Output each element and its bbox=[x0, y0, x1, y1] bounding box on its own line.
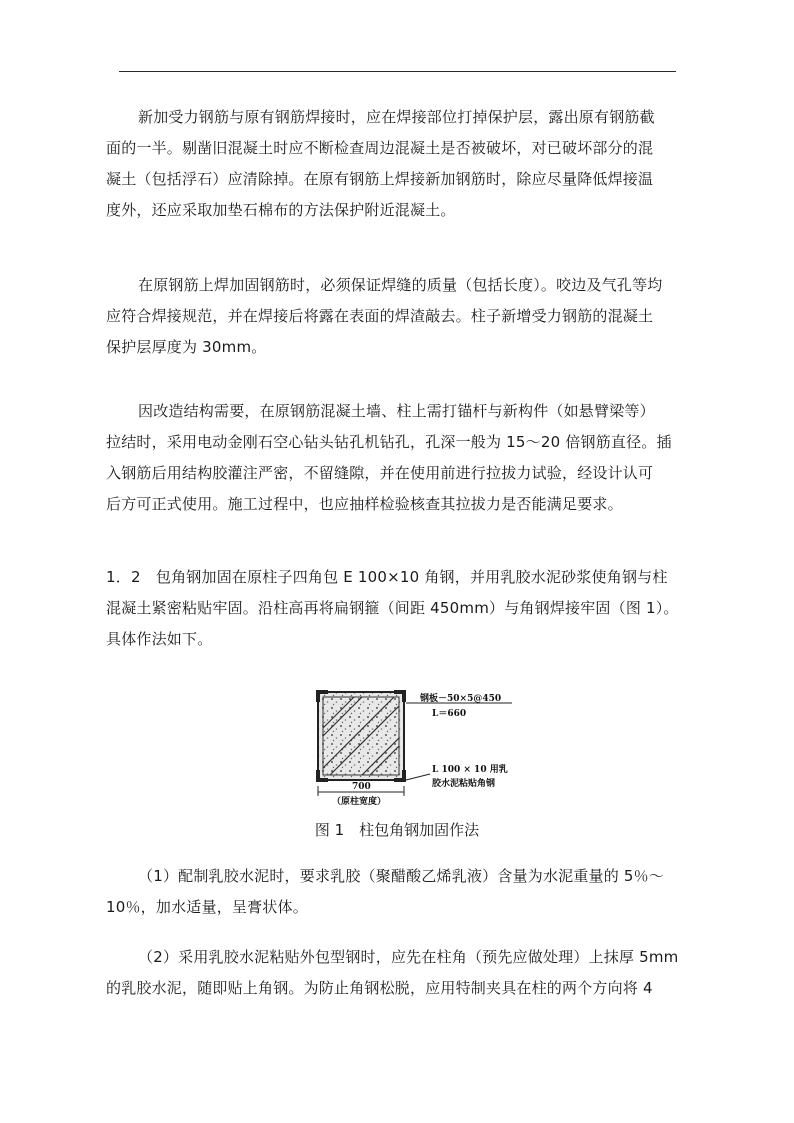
paragraph-section-1-2 bbox=[106, 562, 690, 655]
header-rule bbox=[119, 71, 676, 72]
text-line: 面的一半。剔凿旧混凝土时应不断检查周边混凝土是否被破坏，对已破坏部分的混 bbox=[106, 139, 654, 157]
label-steel-plate: 钢板－50×5@450 bbox=[420, 694, 502, 704]
text-line: 具体作法如下。 bbox=[106, 630, 213, 648]
label-plate-length: L＝660 bbox=[432, 709, 467, 719]
text-line: 因改造结构需要，在原钢筋混凝土墙、柱上需打锚杆与新构件（如悬臂梁等） bbox=[138, 402, 655, 420]
text-line: （1）配制乳胶水泥时，要求乳胶（聚醋酸乙烯乳液）含量为水泥重量的 5％～ bbox=[138, 867, 665, 885]
text-line: 保护层厚度为 30mm。 bbox=[106, 338, 267, 356]
paragraph-weld-quality bbox=[106, 270, 690, 363]
text-line: 凝土（包括浮石）应清除掉。在原有钢筋上焊接新加钢筋时，除应尽量降低焊接温 bbox=[106, 170, 654, 188]
paragraph-step-1 bbox=[106, 861, 690, 923]
paragraph-rebar-welding bbox=[106, 102, 690, 226]
text-line: 1．2 包角钢加固在原柱子四角包 E 100×10 角钢，并用乳胶水泥砂浆使角钢与柱 bbox=[106, 568, 668, 586]
text-line: 的乳胶水泥，随即贴上角钢。为防止角钢松脱，应用特制夹具在柱的两个方向将 4 bbox=[106, 979, 653, 997]
column-section-diagram bbox=[312, 688, 522, 806]
text-line: 混凝土紧密粘贴牢固。沿柱高再将扁钢箍（间距 450mm）与角钢焊接牢固（图 1）。 bbox=[106, 599, 679, 617]
text-line: 拉结时，采用电动金刚石空心钻头钻孔机钻孔，孔深一般为 15～20 倍钢筋直径。插 bbox=[106, 433, 672, 451]
text-line: 应符合焊接规范，并在焊接后将露在表面的焊渣敲去。柱子新增受力钢筋的混凝土 bbox=[106, 307, 654, 325]
text-line: 新加受力钢筋与原有钢筋焊接时，应在焊接部位打掉保护层，露出原有钢筋截 bbox=[138, 108, 655, 126]
text-line: 10％，加水适量，呈膏状体。 bbox=[106, 898, 308, 916]
figure-column-angle-steel bbox=[312, 688, 522, 806]
label-column-width-note: （原柱宽度） bbox=[332, 797, 387, 806]
paragraph-anchor-drilling bbox=[106, 396, 690, 520]
label-angle-steel-note: 胶水泥粘贴角钢 bbox=[432, 779, 496, 789]
text-line: 在原钢筋上焊加固钢筋时，必须保证焊缝的质量（包括长度）。咬边及气孔等均 bbox=[138, 276, 663, 294]
figure-caption: 图 1 柱包角钢加固作法 bbox=[314, 821, 480, 839]
label-angle-steel: L 100 × 10 用乳 bbox=[432, 765, 508, 775]
text-line: 度外，还应采取加垫石棉布的方法保护附近混凝土。 bbox=[106, 201, 456, 219]
paragraph-step-2 bbox=[106, 942, 690, 1004]
text-line: 入钢筋后用结构胶灌注严密，不留缝隙，并在使用前进行拉拔力试验，经设计认可 bbox=[106, 464, 654, 482]
label-column-width: 700 bbox=[352, 782, 371, 792]
text-line: （2）采用乳胶水泥粘贴外包型钢时，应先在柱角（预先应做处理）上抹厚 5mm bbox=[138, 948, 679, 966]
text-line: 后方可正式使用。施工过程中，也应抽样检验核查其拉拔力是否能满足要求。 bbox=[106, 495, 623, 513]
